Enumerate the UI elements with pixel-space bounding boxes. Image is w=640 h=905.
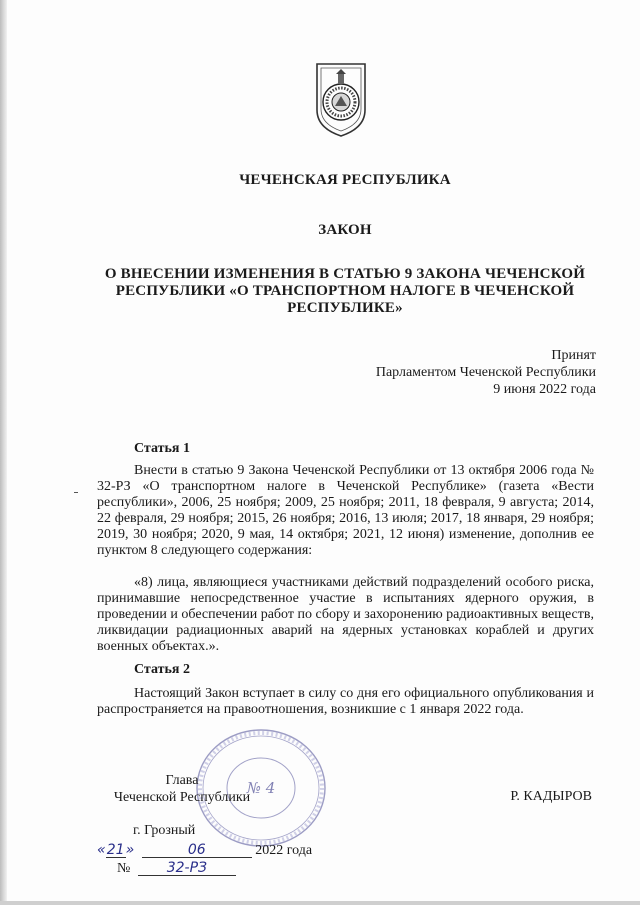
article-2-paragraph-1: Настоящий Закон вступает в силу со дня его официального опубликования и распространяется на правоотношения, возникшие с 1 января 2022 года.	[97, 686, 594, 718]
coat-of-arms-emblem	[313, 62, 369, 138]
scan-edge-left	[0, 0, 7, 905]
signatory-role	[97, 772, 267, 806]
article-1-paragraph-1: Внести в статью 9 Закона Чеченской Республики от 13 октября 2006 года № 32-РЗ «О транспортном налоге в Чеченской Республике» (газета «Вести республики», 2006, 25 ноября; 2009, 25 ноября; 2011, 18 февраля, 9 августа; 2014, 22 февраля, 29 ноября; 2015, 26 ноября; 2016, 13 июля; 2017, 18 января, 29 ноября; 2019, 30 ноября; 2020, 9 мая, 14 октября; 2021, 12 июня) изменение, дополнив ее пунктом 8 следующего содержания:	[97, 463, 594, 559]
law-number: 32-РЗ	[138, 861, 236, 876]
signatory-name: Р. КАДЫРОВ	[510, 789, 592, 804]
adopted-date: 9 июня 2022 года	[493, 382, 596, 397]
date-open-quote: «	[97, 842, 106, 858]
adoption-block	[376, 347, 596, 398]
adopted-by: Парламентом Чеченской Республики	[375, 365, 596, 380]
law-number-prefix: №	[117, 861, 131, 876]
article-2-heading: Статья 2	[134, 662, 190, 677]
law-title: О ВНЕСЕНИИ ИЗМЕНЕНИЯ В СТАТЬЮ 9 ЗАКОНА ЧЕЧЕНСКОЙ РЕСПУБЛИКИ «О ТРАНСПОРТНОМ НАЛОГЕ В ЧЕЧЕНСКОЙ РЕСПУБЛИКЕ»	[104, 266, 586, 316]
issue-city: г. Грозный	[133, 823, 196, 838]
issue-date-line	[97, 842, 312, 859]
issue-day: 21	[106, 842, 125, 858]
margin-mark	[74, 492, 78, 493]
signatory-role-line-2: Чеченской Республики	[113, 790, 251, 805]
adopted-label: Принят	[551, 348, 596, 363]
law-number-line	[117, 861, 236, 877]
signatory-role-line-1: Глава	[165, 773, 199, 788]
article-1-heading: Статья 1	[134, 441, 190, 456]
seal-number: № 4	[246, 779, 276, 797]
issue-year: 2022 года	[255, 843, 313, 858]
scan-edge-bottom	[0, 901, 640, 905]
document-type-heading: ЗАКОН	[318, 222, 372, 238]
republic-heading: ЧЕЧЕНСКАЯ РЕСПУБЛИКА	[239, 172, 451, 188]
issue-month: 06	[142, 843, 252, 858]
date-close-quote: »	[125, 842, 135, 858]
article-1-paragraph-2: «8) лица, являющиеся участниками действий подразделений особого риска, принимавшие непосредственное участие в испытаниях ядерного оружия, в проведении и обеспечении работ по сбору и захоронению радиоактивных веществ, ликвидации радиационных аварий на ядерных установках кораблей и других военных объектах.».	[97, 575, 594, 655]
